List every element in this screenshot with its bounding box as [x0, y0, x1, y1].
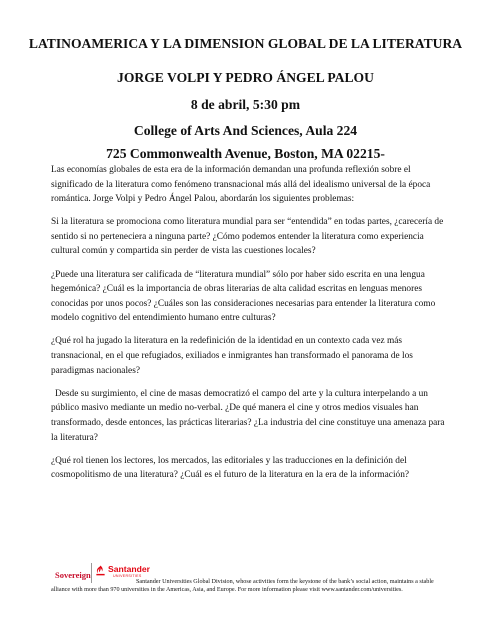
event-title: LATINOAMERICA Y LA DIMENSION GLOBAL DE LA LITERATURA	[28, 36, 463, 51]
question-paragraph-4: Desde su surgimiento, el cine de masas democratizó el campo del arte y la cultura interpelando a un público masivo mediante un medio no-verbal. ¿De qué manera el cine y otros medios visuales han transformado, desde entonces, las prácticas literarias? ¿La industria del cine constituye una amenaza para la literatura?	[51, 388, 445, 443]
question-paragraph-5: ¿Qué rol tienen los lectores, los mercados, las editoriales y las traducciones en la definición del cosmopolitismo de una literatura? ¿Cuál es el futuro de la literatura en la era de la información?	[51, 455, 410, 481]
sponsor-footer	[51, 560, 449, 608]
event-date-time: 8 de abril, 5:30 pm	[190, 97, 301, 112]
question-paragraph-1: Si la literatura se promociona como literatura mundial para ser “entendida” en todas partes, ¿carecería de sentido si no perteneciera a ninguna parte? ¿Cómo podemos entender la literatura como experiencia cultural común y compartida sin perder de vista las cuestiones locales?	[51, 217, 444, 257]
event-venue: College of Arts And Sciences, Aula 224	[133, 123, 358, 138]
sponsor-text: Santander Universities Global Division, whose activities form the keystone of the bank’s social action, maintains a stable alliance with more than 970 universities in the Americas, Asia, and Europe. For more information please visit www.santander.com/universities.	[51, 579, 434, 594]
sovereign-logo: Sovereign	[55, 570, 91, 580]
question-paragraph-2: ¿Puede una literatura ser calificada de “literatura mundial” sólo por haber sido escrita en una lengua hegemónica? ¿Cuál es la importancia de obras literarias de alta calidad escritas en lenguas menores conocidas por unos pocos? ¿Cuáles son las consideraciones necesarias para entender la literatura como modelo cognitivo del entendimiento humano entre culturas?	[51, 269, 436, 324]
santander-universities-label: UNIVERSITIES	[113, 574, 142, 578]
question-paragraph-3: ¿Qué rol ha jugado la literatura en la redefinición de la identidad en un contexto cada vez más transnacional, en el que refugiados, exiliados e inmigrantes han transformado el panorama de los paradigmas nacionales?	[51, 336, 413, 376]
body-text	[51, 163, 449, 491]
santander-flame-icon	[95, 565, 106, 576]
sponsor-text-lead	[51, 579, 136, 585]
event-address: 725 Commonwealth Avenue, Boston, MA 02215-	[106, 146, 385, 161]
santander-logo: Santander	[108, 564, 151, 574]
sponsor-description	[51, 578, 449, 595]
event-authors: JORGE VOLPI Y PEDRO ÁNGEL PALOU	[117, 70, 374, 85]
intro-paragraph: Las economías globales de esta era de la información demandan una profunda reflexión sobre el significado de la literatura como fenómeno transnacional más allá del idealismo universal de la época romántica. Jorge Volpi y Pedro Ángel Palou, abordarán los siguientes problemas:	[51, 165, 431, 205]
